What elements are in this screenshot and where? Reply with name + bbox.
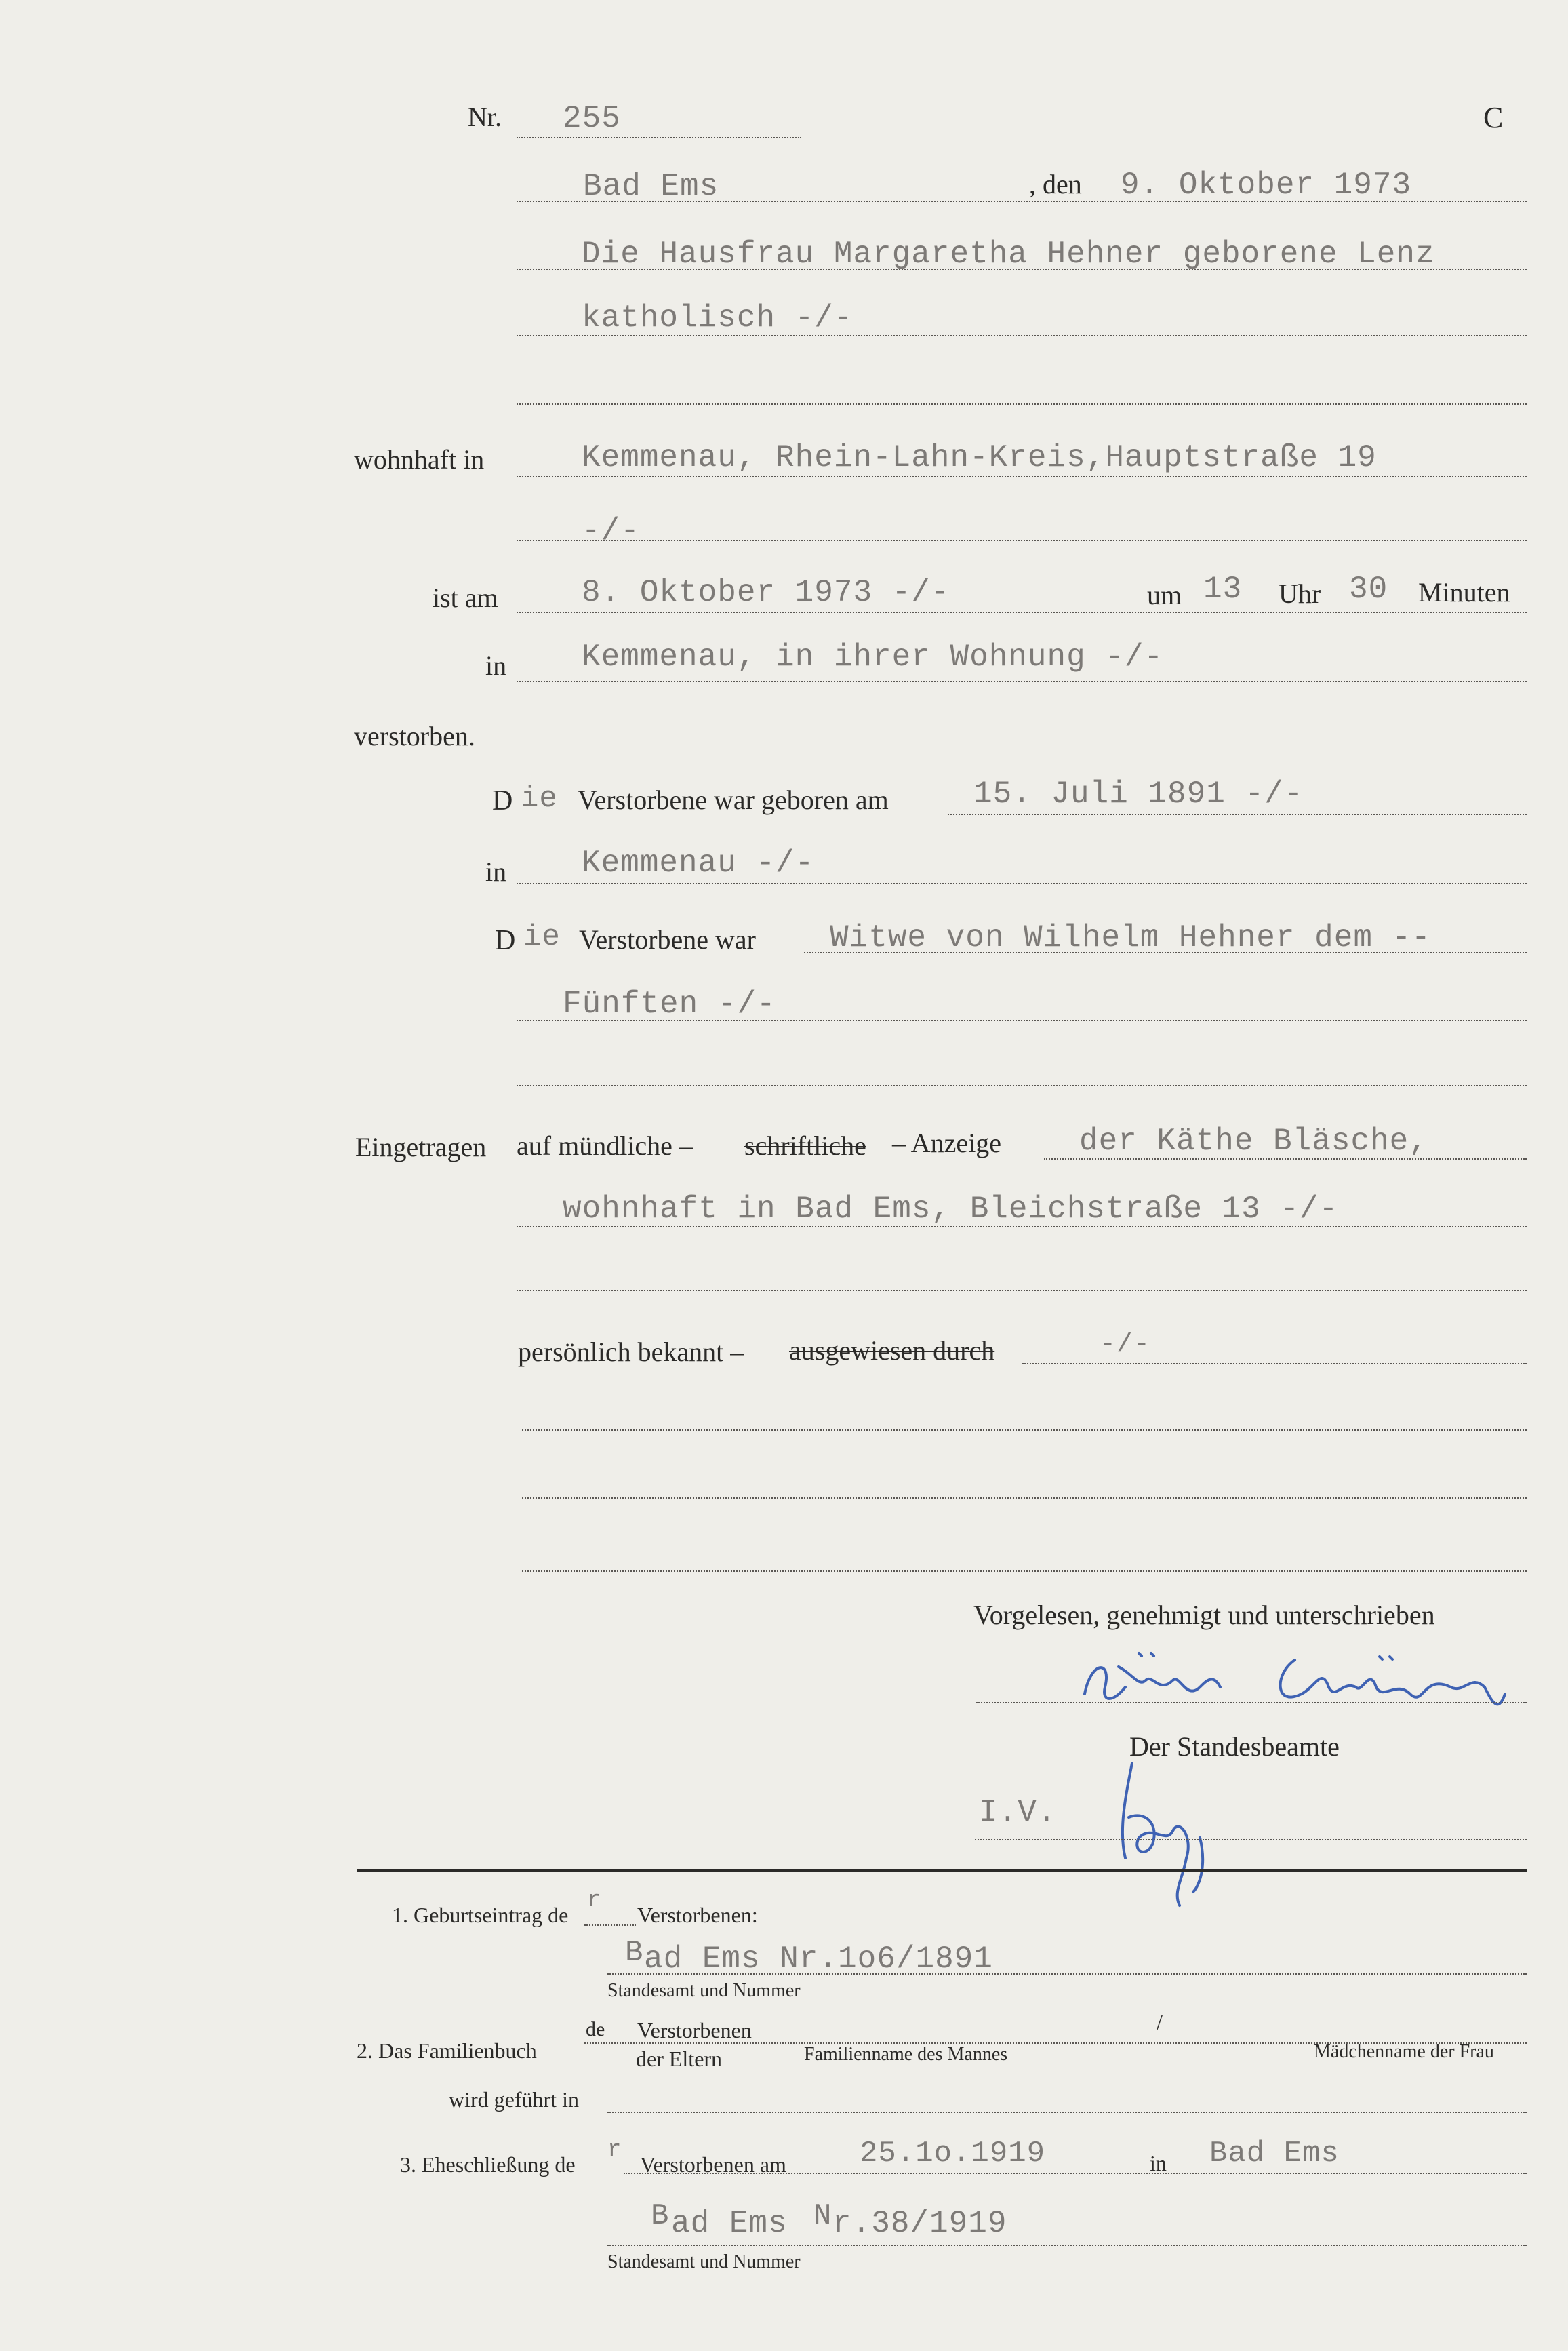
wird-gefuehrt-line <box>607 2112 1527 2113</box>
standesamt-caption-1: Standesamt und Nummer <box>607 1980 801 2001</box>
informant-name: der Käthe Bläsche, <box>1079 1124 1428 1159</box>
um-label: um <box>1147 580 1182 610</box>
birth-d-suffix: ie <box>521 782 558 816</box>
nr-line <box>517 137 801 138</box>
marital-d-suffix: ie <box>523 920 561 954</box>
vorgelesen-text: Vorgelesen, genehmigt und unterschrieben <box>973 1600 1435 1630</box>
blank-line-3 <box>522 1570 1527 1572</box>
item3-line <box>624 2173 1527 2174</box>
item2-verstorbenen: Verstorbenen <box>637 2018 752 2042</box>
report-line-3 <box>517 1290 1527 1291</box>
anzeige-label: – Anzeige <box>892 1128 1002 1158</box>
informant-signature <box>1071 1646 1519 1728</box>
marital-line-2 <box>517 1020 1527 1021</box>
residence-line-2 <box>517 540 1527 541</box>
marital-label: Verstorbene war <box>579 924 756 955</box>
bekannt-value: -/- <box>1100 1330 1151 1360</box>
iv-text: I.V. <box>979 1795 1057 1830</box>
signature-line-2 <box>975 1839 1527 1840</box>
item1-value: ad Ems Nr.1o6/1891 <box>644 1941 993 1977</box>
deceased-religion: katholisch -/- <box>582 300 853 336</box>
report-line-2 <box>517 1226 1527 1227</box>
item2-eltern: der Eltern <box>636 2047 723 2071</box>
registrar-signature <box>1098 1743 1227 1912</box>
birth-place-line <box>517 883 1527 884</box>
ist-am-label: ist am <box>433 582 498 613</box>
record-number: 255 <box>563 101 621 136</box>
marital-line-3 <box>517 1085 1527 1086</box>
item1-line <box>607 1973 1527 1975</box>
uhr-label: Uhr <box>1279 578 1321 609</box>
item3-value-b: r.38/1919 <box>832 2206 1007 2241</box>
familienname-mann-caption: Familienname des Mannes <box>804 2044 1008 2065</box>
item1-label2: Verstorbenen: <box>637 1903 758 1927</box>
item3-value-initial2: N <box>813 2199 832 2233</box>
muendliche-label: auf mündliche – <box>517 1130 693 1161</box>
den-label: , den <box>1029 169 1082 199</box>
residence-label: wohnhaft in <box>354 444 485 475</box>
maedchenname-frau-caption: Mädchenname der Frau <box>1314 2041 1494 2062</box>
register-letter: C <box>1483 101 1504 134</box>
residence-line-1 <box>517 476 1527 477</box>
birth-place: Kemmenau -/- <box>582 846 815 881</box>
birth-date-line <box>948 814 1527 815</box>
blank-line-2 <box>522 1497 1527 1499</box>
schriftliche-struck: schriftliche <box>744 1130 866 1161</box>
item3-superscript: r <box>607 2137 622 2163</box>
standesamt-caption-2: Standesamt und Nummer <box>607 2251 801 2272</box>
marital-status-line-2: Fünften -/- <box>563 987 776 1022</box>
item3-label2: Verstorbenen am <box>640 2152 786 2177</box>
marriage-date: 25.1o.1919 <box>860 2137 1046 2171</box>
item2-label: 2. Das Familienbuch <box>357 2038 537 2063</box>
birth-d-prefix: D <box>492 785 513 816</box>
death-date-line <box>517 612 1527 613</box>
eingetragen-label: Eingetragen <box>355 1132 487 1162</box>
death-hour: 13 <box>1203 572 1243 607</box>
verstorben-label: verstorben. <box>354 721 475 751</box>
death-place: Kemmenau, in ihrer Wohnung -/- <box>582 639 1164 675</box>
deceased-description: Die Hausfrau Margaretha Hehner geborene Lenz <box>582 237 1435 272</box>
ausgewiesen-struck: ausgewiesen durch <box>789 1335 995 1366</box>
person-line-3 <box>517 403 1527 405</box>
bekannt-label: persönlich bekannt – <box>518 1337 744 1367</box>
nr-label: Nr. <box>468 102 502 132</box>
section-divider <box>357 1869 1527 1872</box>
birth-date: 15. Juli 1891 -/- <box>973 776 1304 812</box>
person-line-1 <box>517 269 1527 270</box>
standesbeamte-label: Der Standesbeamte <box>1129 1731 1340 1762</box>
item2-de: de <box>586 2018 605 2040</box>
death-date: 8. Oktober 1973 -/- <box>582 575 950 610</box>
item1-value-initial: B <box>625 1936 644 1970</box>
birth-label: Verstorbene war geboren am <box>578 785 889 815</box>
item1-label: 1. Geburtseintrag de <box>392 1903 569 1927</box>
wird-gefuehrt-label: wird geführt in <box>449 2087 579 2112</box>
place-date-line <box>517 201 1527 202</box>
item3-label: 3. Eheschließung de <box>400 2152 576 2177</box>
residence-address: Kemmenau, Rhein-Lahn-Kreis,Hauptstraße 19 <box>582 440 1377 475</box>
item3-value-a: ad Ems <box>671 2206 788 2241</box>
minuten-label: Minuten <box>1418 577 1510 608</box>
blank-line-1 <box>522 1429 1527 1431</box>
signature-line-1 <box>976 1702 1527 1703</box>
item1-de-line <box>584 1924 636 1926</box>
residence-continuation: -/- <box>582 513 640 549</box>
report-line-1 <box>1044 1158 1527 1160</box>
death-in-label: in <box>485 650 507 681</box>
death-place-line <box>517 681 1527 682</box>
item2-slash: / <box>1157 2010 1163 2034</box>
item3-in-label: in <box>1150 2151 1167 2175</box>
item3-value-initial: B <box>651 2199 670 2233</box>
bekannt-line <box>1022 1363 1527 1364</box>
marital-status-line-1: Witwe von Wilhelm Hehner dem -- <box>830 920 1431 955</box>
person-line-2 <box>517 335 1527 336</box>
registry-place: Bad Ems <box>583 169 719 204</box>
item3-value-line <box>607 2245 1527 2246</box>
birth-in-label: in <box>485 856 507 887</box>
marital-d-prefix: D <box>495 925 516 956</box>
item1-superscript: r <box>587 1888 602 1914</box>
death-minutes: 30 <box>1349 572 1388 607</box>
marriage-place: Bad Ems <box>1209 2137 1340 2171</box>
informant-address: wohnhaft in Bad Ems, Bleichstraße 13 -/- <box>563 1191 1339 1227</box>
registry-date: 9. Oktober 1973 <box>1121 167 1412 203</box>
marital-line-1 <box>804 952 1527 953</box>
